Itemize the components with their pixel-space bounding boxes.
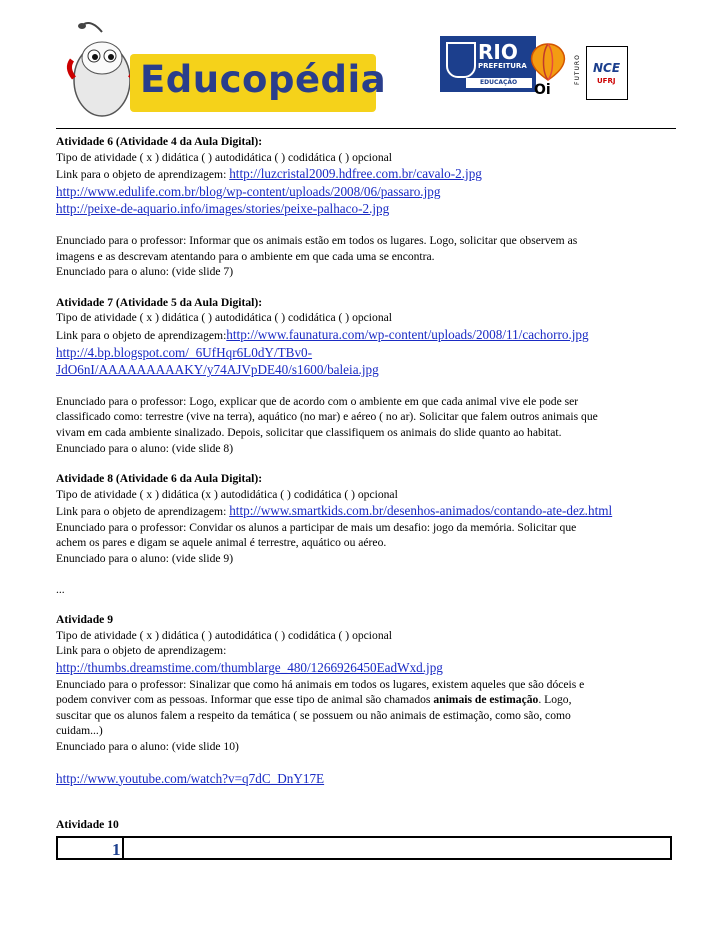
footer-table-cell-left	[58, 838, 124, 858]
oi-text: Oi	[534, 82, 551, 98]
activity-9-type: Tipo de atividade ( x ) didática ( ) autodidática ( ) codidática ( ) opcional	[56, 628, 392, 642]
activity-6-aluno: Enunciado para o aluno: (vide slide 7)	[56, 265, 234, 279]
activity-9-prof-2	[56, 692, 674, 708]
spacer	[56, 597, 674, 612]
rio-prefeitura-logo	[440, 36, 536, 92]
nce-ufrj-logo	[586, 46, 628, 100]
activity-8-title: Atividade 8 (Atividade 6 da Aula Digital):	[56, 472, 263, 486]
ellipsis: ...	[56, 582, 65, 596]
spacer	[56, 802, 674, 817]
animais-de-estimacao: animais de estimação	[433, 693, 539, 707]
logo-wordmark	[130, 54, 387, 112]
activity-9-aluno: Enunciado para o aluno: (vide slide 10)	[56, 740, 239, 753]
activity-9-title: Atividade 9	[56, 613, 114, 627]
link-cavalo[interactable]: http://luzcristal2009.hdfree.com.br/cavalo-2.jpg	[229, 166, 482, 182]
link-cachorro[interactable]: http://www.faunatura.com/wp-content/uploads/2008/11/cachorro.jpg	[226, 326, 589, 342]
link-dreamstime[interactable]: http://thumbs.dreamstime.com/thumblarge_480/1266926450EadWxd.jpg	[56, 660, 443, 676]
prof-2c: . Logo,	[538, 693, 572, 707]
rio-title: RIO	[478, 40, 518, 64]
activity-7-prof-3: vivam em cada ambiente sinalizado. Depois, solicitar que classifiquem os animais do slide quanto ao habitat.	[56, 425, 562, 439]
spacer	[56, 787, 674, 802]
spacer	[56, 456, 674, 471]
link-peixe[interactable]: http://peixe-de-aquario.info/images/stories/peixe-palhaco-2.jpg	[56, 201, 390, 217]
activity-7-type: Tipo de atividade ( x ) didática ( ) autodidática ( ) codidática ( ) opcional	[56, 311, 392, 325]
footer-table	[56, 836, 672, 860]
ufrj-text: UFRJ	[597, 77, 616, 85]
activity-9-prof-1: Enunciado para o professor: Sinalizar que como há animais em todos os lugares, existem aqueles que são dóceis e	[56, 677, 585, 691]
activity-8-type: Tipo de atividade ( x ) didática (x ) autodidática ( ) codidática ( ) opcional	[56, 487, 398, 501]
activity-7-prof-2: classificado como: terrestre (vive na terra), aquático (no mar) e aéreo ( no ar). Solicitar que falem outros animais que	[56, 410, 598, 424]
prof-2a: podem conviver com as pessoas. Informar que esse tipo de animal são chamados	[56, 693, 434, 707]
link-youtube[interactable]: http://www.youtube.com/watch?v=q7dC_DnY17E	[56, 770, 325, 786]
activity-6-link-line	[56, 165, 674, 183]
educopedia-logo	[62, 18, 387, 126]
activity-8-aluno: Enunciado para o aluno: (vide slide 9)	[56, 552, 234, 566]
logo-text: Educopédia	[140, 58, 387, 101]
document-content	[56, 134, 674, 833]
futuro-text: FUTURO	[574, 54, 581, 86]
footer-table-number: 1	[112, 840, 121, 859]
oi-logo	[528, 42, 574, 100]
link-label: Link para o objeto de aprendizagem:	[56, 168, 230, 182]
nce-text: NCE	[593, 61, 621, 75]
activity-9-prof-4: cuidam...)	[56, 724, 103, 738]
spacer	[56, 755, 674, 770]
activity-7-aluno: Enunciado para o aluno: (vide slide 8)	[56, 441, 234, 455]
activity-8-link-line	[56, 502, 674, 520]
activity-7-link-line	[56, 326, 674, 344]
link-passaro[interactable]: http://www.edulife.com.br/blog/wp-content/uploads/2008/06/passaro.jpg	[56, 183, 441, 199]
link-label: Link para o objeto de aprendizagem:	[56, 328, 227, 342]
link-label: Link para o objeto de aprendizagem:	[56, 505, 230, 519]
activity-7-title: Atividade 7 (Atividade 5 da Aula Digital):	[56, 295, 263, 309]
activity-10-title: Atividade 10	[56, 818, 119, 832]
link-baleia-part1[interactable]: http://4.bp.blogspot.com/_6UfHqr6L0dY/TBv0-	[56, 344, 313, 360]
activity-8-prof-2: achem os pares e digam se aquele animal é terrestre, aquático ou aéreo.	[56, 536, 387, 550]
activity-8-prof-1: Enunciado para o professor: Convidar os alunos a participar de mais um desafio: jogo da memória. Solicitar que	[56, 520, 577, 534]
activity-6-prof-2: imagens e as descrevam atentando para o ambiente em que cada uma se encontra.	[56, 249, 435, 263]
activity-6-title: Atividade 6 (Atividade 4 da Aula Digital):	[56, 135, 263, 148]
page-header	[56, 10, 676, 129]
spacer	[56, 567, 674, 582]
spacer	[56, 218, 674, 233]
rio-bar-text: EDUCAÇÃO	[480, 79, 518, 86]
activity-9-prof-3: suscitar que os alunos falem a respeito da temática ( se possuem ou não animais de estimação, como são, como	[56, 708, 571, 722]
rio-subtitle: PREFEITURA	[478, 62, 527, 70]
activity-6-prof-1: Enunciado para o professor: Informar que os animais estão em todos os lugares. Logo, solicitar que observem as	[56, 233, 578, 247]
spacer	[56, 379, 674, 394]
activity-9-link-label: Link para o objeto de aprendizagem:	[56, 644, 227, 658]
spacer	[56, 280, 674, 295]
balloon-icon	[528, 42, 568, 82]
link-smartkids[interactable]: http://www.smartkids.com.br/desenhos-animados/contando-ate-dez.html	[229, 503, 613, 519]
link-baleia-part2[interactable]: JdO6nI/AAAAAAAAAKY/y74AJVpDE40/s1600/baleia.jpg	[56, 362, 379, 378]
activity-6-type: Tipo de atividade ( x ) didática ( ) autodidática ( ) codidática ( ) opcional	[56, 150, 392, 164]
activity-7-prof-1: Enunciado para o professor: Logo, explicar que de acordo com o ambiente em que cada animal vive ele pode ser	[56, 394, 579, 408]
rio-crest-icon	[446, 42, 476, 78]
